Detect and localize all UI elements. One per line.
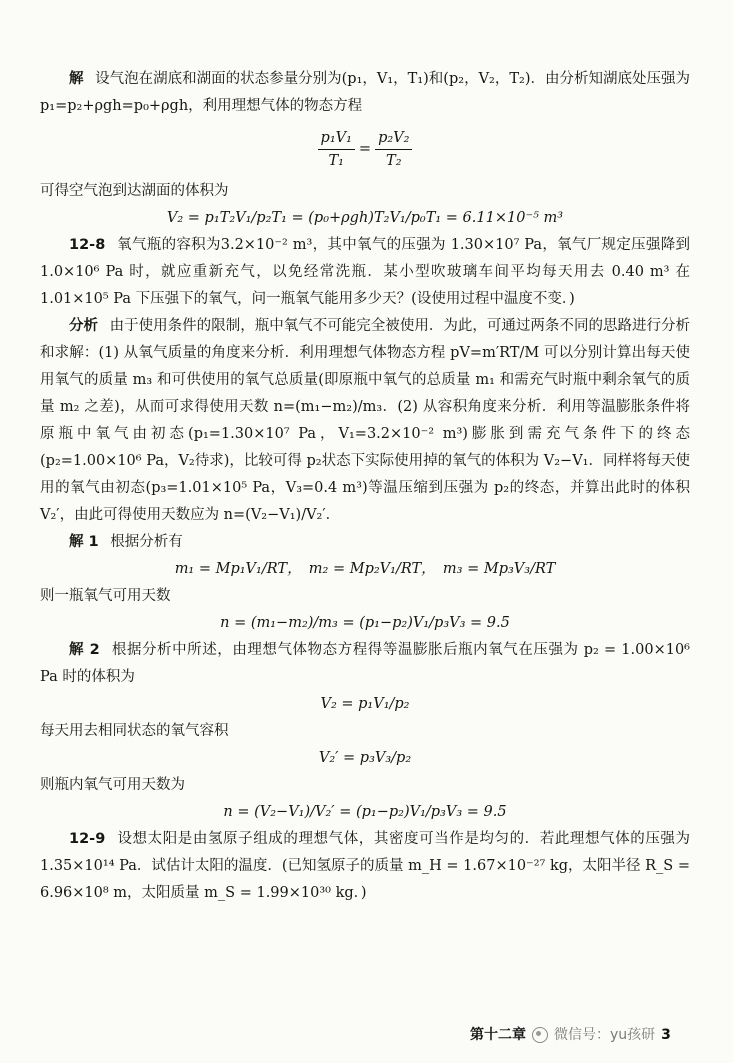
- page-number: 3: [661, 1027, 671, 1043]
- equation: n = (m₁−m₂)/m₃ = (p₁−p₂)V₁/p₃V₃ = 9.5: [220, 615, 510, 631]
- paragraph-text: 可得空气泡到达湖面的体积为: [40, 183, 229, 199]
- paragraph: [40, 313, 690, 529]
- paragraph-text: 根据分析中所述，由理想气体物态方程得等温膨胀后瓶内氧气在压强为 p₂ = 1.00×10⁶ Pa 时的体积为: [40, 642, 690, 685]
- watermark-text: 微信号：yu孩研: [554, 1027, 656, 1043]
- denominator: T₂: [386, 152, 402, 169]
- equation: V₂′ = p₃V₃/p₂: [318, 750, 412, 766]
- page-footer: [470, 1020, 720, 1050]
- equals-sign: =: [358, 140, 372, 157]
- paragraph-heading: 解: [69, 71, 84, 87]
- numerator: p₂V₂: [375, 127, 412, 150]
- paragraph-heading: 12-8: [69, 237, 106, 253]
- paragraph-text: 设想太阳是由氢原子组成的理想气体，其密度可当作是均匀的．若此理想气体的压强为 1.35×10¹⁴ Pa．试估计太阳的温度．(已知氢原子的质量 m_H = 1.67×10⁻²⁷ kg，太阳半径 R_S = 6.96×10⁸ m，太阳质量 m_S = 1.99×10³⁰ kg．): [40, 831, 690, 901]
- equation: n = (V₂−V₁)/V₂′ = (p₁−p₂)V₁/p₃V₃ = 9.5: [223, 804, 507, 820]
- paragraph: [40, 583, 690, 610]
- paragraph: [40, 718, 690, 745]
- paragraph-text: 则一瓶氧气可用天数: [40, 588, 171, 604]
- paragraph-heading: 解 1: [69, 534, 99, 550]
- paragraph-text: 氧气瓶的容积为3.2×10⁻² m³，其中氧气的压强为 1.30×10⁷ Pa，氧气厂规定压强降到 1.0×10⁶ Pa 时，就应重新充气，以免经常洗瓶．某小型吹玻璃车间平均每天用去 0.40 m³ 在 1.01×10⁵ Pa 下压强下的氧气，问一瓶氧气能用多少天？(设使用过程中温度不变．): [40, 237, 690, 307]
- paragraph-text: 则瓶内氧气可用天数为: [40, 777, 185, 793]
- fraction-equation: [40, 120, 690, 178]
- paragraph-text: 设气泡在湖底和湖面的状态参量分别为(p₁，V₁，T₁)和(p₂，V₂，T₂)．由分析知湖底处压强为 p₁=p₂+ρgh=p₀+ρgh，利用理想气体的物态方程: [40, 71, 691, 114]
- equation: V₂ = p₁T₂V₁/p₂T₁ = (p₀+ρgh)T₂V₁/p₀T₁ = 6.11×10⁻⁵ m³: [166, 210, 564, 226]
- paragraph-heading: 解 2: [69, 642, 100, 658]
- wechat-icon: [532, 1027, 548, 1043]
- paragraph: [40, 637, 690, 691]
- paragraph-text: 根据分析有: [110, 534, 183, 550]
- paragraph-text: 每天用去相同状态的氧气容积: [40, 723, 229, 739]
- equation: m₁ = Mp₁V₁/RT， m₂ = Mp₂V₁/RT， m₃ = Mp₃V₃/RT: [174, 561, 556, 577]
- chapter-label: 第十二章: [470, 1027, 526, 1043]
- paragraph-text: 由于使用条件的限制，瓶中氧气不可能完全被使用．为此，可通过两条不同的思路进行分析和求解：(1) 从氧气质量的角度来分析．利用理想气体物态方程 pV=m′RT/M 可以分别计算出每天使用氧气的质量 m₃ 和可供使用的氧气总质量(即原瓶中氧气的总质量 m₁ 和需充气时瓶中剩余氧气的质量 m₂ 之差)，从而可求得使用天数 n=(m₁−m₂)/m₃．(2) 从容积角度来分析．利用等温膨胀条件将原瓶中氧气由初态(p₁=1.30×10⁷ Pa，V₁=3.2×10⁻² m³)膨胀到需充气条件下的终态(p₂=1.00×10⁶ Pa，V₂待求)，比较可得 p₂状态下实际使用掉的氧气的体积为 V₂−V₁．同样将每天使用的氧气由初态(p₃=1.01×10⁵ Pa，V₃=0.4 m³)等温压缩到压强为 p₂的终态，并算出此时的体积 V₂′，由此可得使用天数应为 n=(V₂−V₁)/V₂′．: [40, 318, 691, 523]
- equation: V₂ = p₁V₁/p₂: [320, 696, 410, 712]
- paragraph: [40, 529, 690, 556]
- numerator: p₁V₁: [318, 127, 355, 150]
- paragraph-heading: 12-9: [69, 831, 106, 847]
- paragraph: [40, 66, 690, 120]
- paragraph: [40, 772, 690, 799]
- right-fraction: [375, 127, 412, 172]
- paragraph: [40, 178, 690, 205]
- paragraph-heading: 分析: [69, 318, 99, 334]
- denominator: T₁: [328, 152, 344, 169]
- paragraph: [40, 826, 690, 907]
- paragraph: [40, 232, 690, 313]
- text-column: [40, 66, 690, 907]
- left-fraction: [318, 127, 355, 172]
